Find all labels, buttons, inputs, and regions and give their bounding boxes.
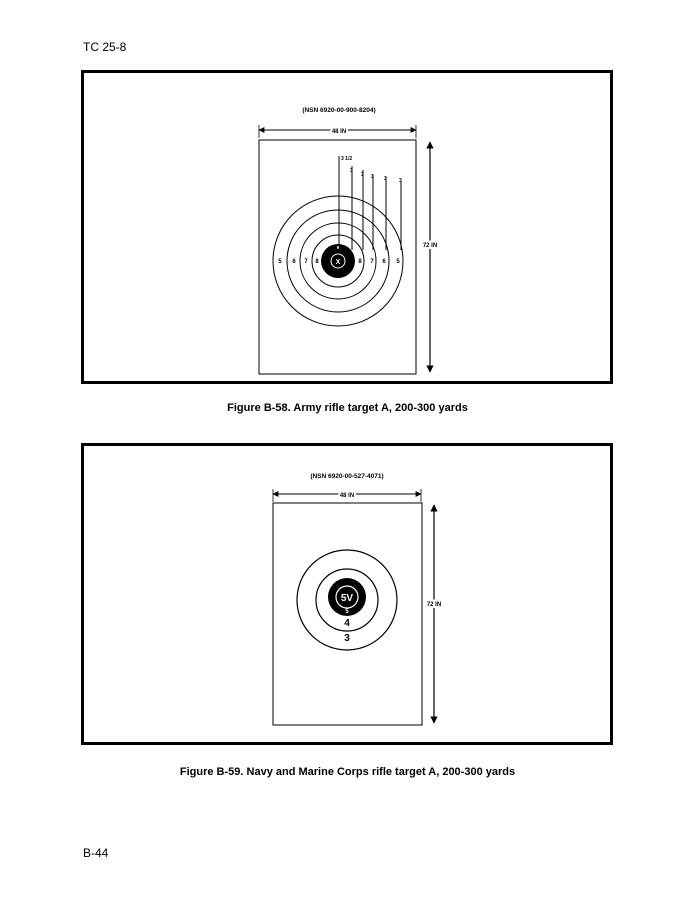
width-label: 48 IN	[331, 129, 347, 135]
score-left-5: 5	[278, 259, 282, 265]
ring-label-5: 5	[345, 609, 349, 615]
leader-label-3: 3	[361, 172, 364, 178]
leader-label-5: 3	[384, 176, 387, 182]
score-right-6: 6	[382, 259, 386, 265]
leader-label-2: 3	[350, 168, 353, 174]
navy-marine-target	[273, 473, 441, 725]
height-label: 72 IN	[422, 243, 438, 249]
score-left-6: 6	[292, 259, 296, 265]
ring-label-3: 3	[344, 633, 350, 644]
inner-9-label: 9	[336, 245, 340, 250]
nsn-label-2: (NSN 6920-00-527-4071)	[310, 473, 384, 480]
leader-label-1: 3 1/2	[341, 156, 353, 162]
ring-label-4: 4	[344, 618, 350, 629]
score-right-8: 8	[358, 259, 362, 265]
center-x-label: X	[335, 259, 341, 266]
center-5v-label: 5V	[340, 593, 354, 604]
width-label-2: 48 IN	[339, 493, 355, 499]
score-left-8: 8	[315, 259, 319, 265]
figure-b59-caption: Figure B-59. Navy and Marine Corps rifle target A, 200-300 yards	[179, 766, 516, 778]
score-right-5: 5	[396, 259, 400, 265]
army-target	[259, 107, 437, 374]
height-label-2: 72 IN	[426, 602, 442, 608]
leader-label-4: 3	[371, 174, 374, 180]
page-header: TC 25-8	[83, 40, 127, 54]
page-footer: B-44	[83, 846, 109, 860]
figure-b58-caption: Figure B-58. Army rifle target A, 200-300 yards	[227, 402, 468, 414]
nsn-label: (NSN 6920-00-900-8204)	[302, 107, 376, 114]
score-right-7: 7	[370, 259, 374, 265]
leader-label-6: 3	[399, 178, 402, 184]
score-left-7: 7	[304, 259, 308, 265]
